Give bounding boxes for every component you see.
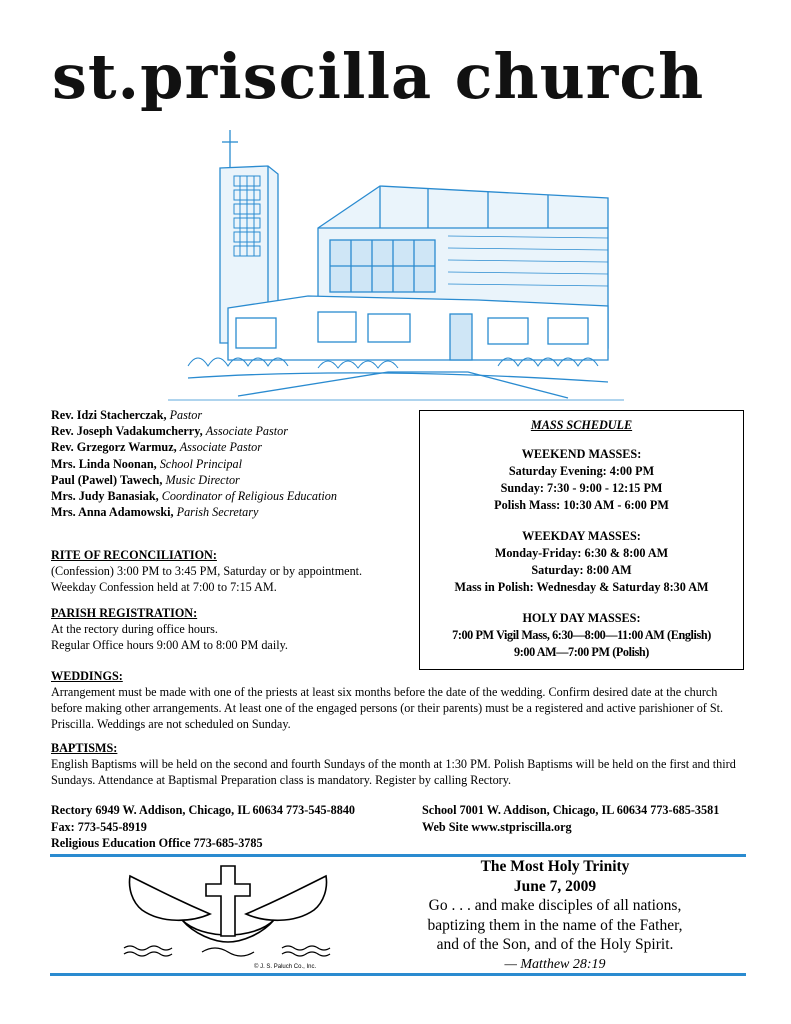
clergy-entry: Mrs. Anna Adamowski, Parish Secretary [51, 505, 259, 520]
fax-number: Fax: 773-545-8919 [51, 819, 147, 834]
divider-bottom [50, 973, 746, 976]
contacts-left [51, 802, 411, 852]
registration-section [51, 606, 411, 653]
reconciliation-line: (Confession) 3:00 PM to 3:45 PM, Saturday or by appointment. [51, 564, 363, 578]
mass-line: Saturday: 8:00 AM [531, 563, 632, 577]
mass-line: 7:00 PM Vigil Mass, 6:30—8:00—11:00 AM (English) [452, 628, 711, 642]
weddings-text: Arrangement must be made with one of the priests at least six months before the date of the wedding. Confirm desired date at the church before making other arrangements. At least one of the engaged persons (or their parents) must be a registered and active parishioner of St. Priscilla. Weddings are not scheduled on Sunday. [51, 685, 724, 731]
website-link[interactable]: Web Site www.stpriscilla.org [422, 819, 572, 834]
school-address: School 7001 W. Addison, Chicago, IL 60634 773-685-3581 [422, 803, 720, 817]
clergy-entry: Rev. Grzegorz Warmuz, Associate Pastor [51, 440, 262, 455]
registration-line: At the rectory during office hours. [51, 622, 218, 636]
baptisms-heading: BAPTISMS: [51, 741, 118, 755]
reconciliation-heading: RITE OF RECONCILIATION: [51, 548, 217, 562]
mass-line: Sunday: 7:30 - 9:00 - 12:15 PM [500, 481, 663, 495]
feast-citation: — Matthew 28:19 [504, 956, 606, 972]
reconciliation-section [51, 548, 411, 595]
copyright-note: © J. S. Paluch Co., Inc. [254, 964, 317, 970]
dove-cross-logo [122, 862, 334, 966]
baptisms-section [51, 741, 745, 788]
page-title: st.priscilla church [52, 40, 705, 113]
feast-quote-line: baptizing them in the name of the Father, [427, 916, 683, 934]
baptisms-text: English Baptisms will be held on the second and fourth Sundays of the month at 1:30 PM. Polish Baptisms will be held on the first and third Sundays. Attendance at Baptismal Preparation class is mandatory. Register by calling Rectory. [51, 757, 736, 787]
weekday-heading: WEEKDAY MASSES: [522, 529, 641, 543]
feast-quote-line: Go . . . and make disciples of all nations, [428, 897, 682, 914]
rectory-address: Rectory 6949 W. Addison, Chicago, IL 60634 773-545-8840 [51, 803, 356, 817]
church-building-illustration [168, 128, 624, 402]
feast-date: June 7, 2009 [513, 877, 597, 895]
mass-line: 9:00 AM—7:00 PM (Polish) [514, 645, 649, 659]
reconciliation-line: Weekday Confession held at 7:00 to 7:15 AM. [51, 580, 277, 594]
mass-line: Polish Mass: 10:30 AM - 6:00 PM [494, 498, 669, 512]
weddings-section [51, 669, 745, 732]
weddings-heading: WEDDINGS: [51, 669, 123, 683]
registration-heading: PARISH REGISTRATION: [51, 606, 198, 620]
clergy-entry: Mrs. Judy Banasiak, Coordinator of Religious Education [51, 489, 337, 504]
weekend-masses [420, 446, 743, 514]
holy-day-masses [420, 610, 743, 661]
weekend-heading: WEEKEND MASSES: [521, 447, 642, 461]
mass-line: Saturday Evening: 4:00 PM [508, 464, 655, 478]
holy-day-heading: HOLY DAY MASSES: [522, 611, 641, 625]
mass-schedule-heading: MASS SCHEDULE [530, 418, 633, 432]
feast-title: The Most Holy Trinity [480, 858, 630, 875]
clergy-entry: Paul (Pawel) Tawech, Music Director [51, 472, 240, 487]
clergy-entry: Rev. Joseph Vadakumcherry, Associate Pastor [51, 424, 288, 439]
religious-education-phone: Religious Education Office 773-685-3785 [51, 836, 263, 850]
contacts-right [422, 802, 752, 835]
clergy-entry: Rev. Idzi Stacherczak, Pastor [51, 408, 203, 422]
clergy-list [51, 407, 411, 520]
weekday-masses [420, 528, 743, 596]
feast-quote-line: and of the Son, and of the Holy Spirit. [436, 936, 674, 953]
mass-line: Mass in Polish: Wednesday & Saturday 8:30 AM [454, 580, 709, 594]
clergy-entry: Mrs. Linda Noonan, School Principal [51, 456, 242, 471]
mass-schedule-box [419, 410, 744, 670]
feast-block [405, 857, 705, 974]
registration-line: Regular Office hours 9:00 AM to 8:00 PM daily. [51, 638, 288, 652]
mass-line: Monday-Friday: 6:30 & 8:00 AM [494, 546, 669, 560]
